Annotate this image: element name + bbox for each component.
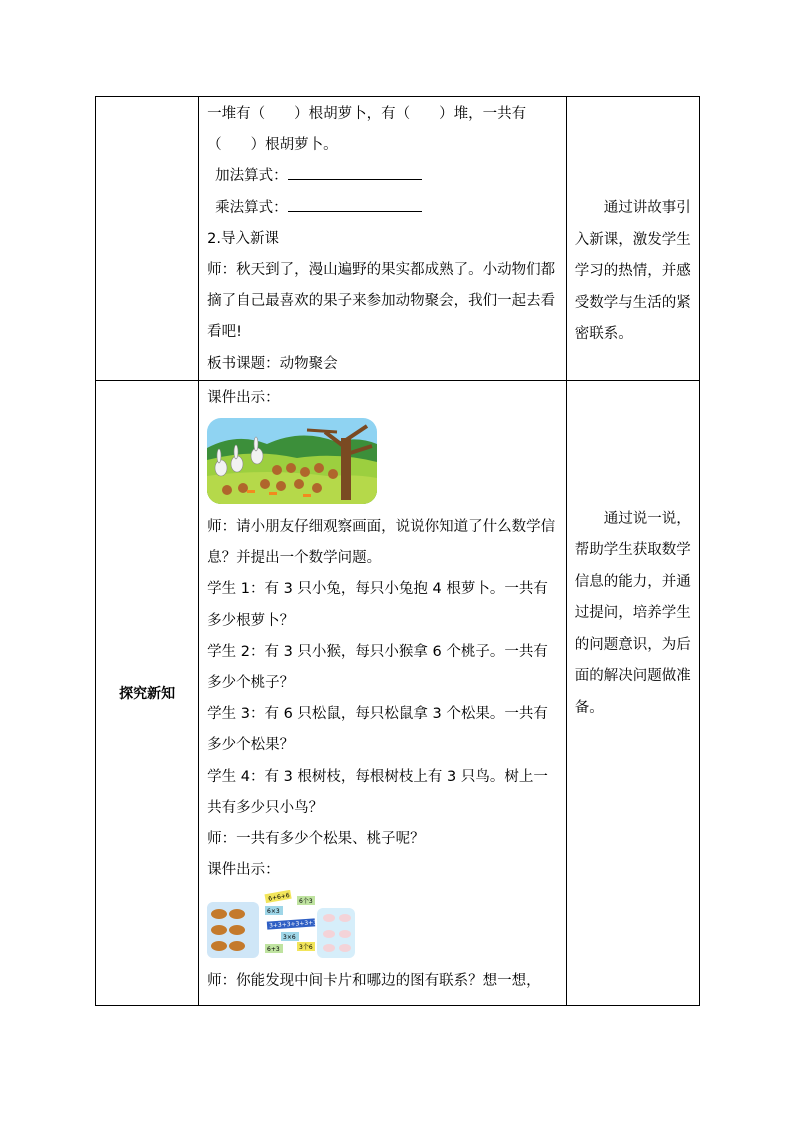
multiplication-label: 乘法算式： — [215, 199, 288, 216]
student-answer-4: 学生 4：有 3 根树枝，每根树枝上有 3 只鸟。树上一共有多少只小鸟？ — [207, 768, 548, 816]
carrot-question-line2: （ ）根胡萝卜。 — [207, 137, 338, 154]
card-label: 6+3 — [267, 946, 280, 954]
design-note: 通过讲故事引入新课，激发学生学习的热情，并感受数学与生活的紧密联系。 — [574, 200, 691, 342]
addition-formula — [207, 161, 560, 192]
card-label: 3个6 — [299, 944, 313, 952]
card-label: 6个3 — [299, 898, 313, 906]
section-heading: 2.导入新课 — [207, 230, 279, 247]
stage-cell-empty — [96, 97, 199, 381]
card-label: 3+3+3+3+3+3 — [269, 919, 318, 930]
note-cell — [566, 380, 699, 1005]
teacher-question-2: 师：一共有多少个松果、桃子呢？ — [207, 831, 425, 848]
multiplication-cards-illustration — [207, 890, 560, 958]
student-answer-2: 学生 2：有 3 只小猴，每只小猴拿 6 个桃子。一共有多少个桃子？ — [207, 643, 548, 692]
table-row — [96, 97, 700, 381]
teacher-question-3: 师：你能发现中间卡片和哪边的图有联系？想一想， — [207, 973, 541, 990]
student-answer-1: 学生 1：有 3 只小兔，每只小兔抱 4 根萝卜。一共有多少根萝卜？ — [207, 581, 548, 629]
stage-cell: 探究新知 — [96, 380, 199, 1005]
carrot-question-line1: 一堆有（ ）根胡萝卜，有（ ）堆，一共有 — [207, 106, 527, 122]
content-cell — [199, 97, 567, 381]
answer-blank — [288, 165, 422, 180]
student-answer-3: 学生 3：有 6 只松鼠，每只松鼠拿 3 个松果。一共有多少个松果？ — [207, 706, 548, 754]
content-cell — [199, 380, 567, 1005]
board-title: 板书课题：动物聚会 — [207, 355, 338, 372]
teacher-question: 师：请小朋友仔细观察画面，说说你知道了什么数学信息？并提出一个数学问题。 — [207, 519, 556, 567]
addition-label: 加法算式： — [215, 168, 288, 185]
nest-group-left — [207, 902, 259, 958]
courseware-label: 课件出示： — [207, 862, 280, 879]
multiplication-formula — [207, 193, 560, 224]
card-label: 6×3 — [267, 908, 280, 916]
design-note: 通过说一说，帮助学生获取数学信息的能力，并通过提问，培养学生的问题意识，为后面的解决问题做准备。 — [574, 510, 691, 716]
courseware-label: 课件出示： — [207, 389, 280, 406]
egg-group-right — [317, 908, 355, 958]
table-row — [96, 380, 700, 1005]
card-label: 6+6+6 — [267, 892, 291, 904]
lesson-plan-table — [95, 96, 700, 1006]
animal-party-illustration — [207, 418, 560, 504]
teacher-intro: 师：秋天到了，漫山遍野的果实都成熟了。小动物们都摘了自己最喜欢的果子来参加动物聚会，我们一起去看看吧! — [207, 262, 556, 341]
note-cell — [566, 97, 699, 381]
card-label: 3×6 — [283, 934, 296, 942]
answer-blank — [288, 197, 422, 212]
